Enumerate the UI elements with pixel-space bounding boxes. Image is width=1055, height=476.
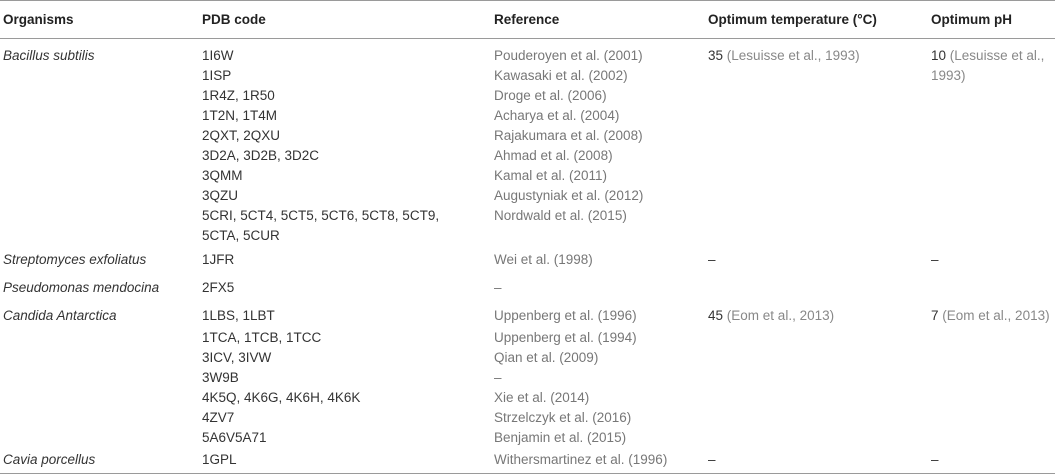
reference: Rajakumara et al. (2008) bbox=[494, 128, 643, 143]
optimum-ph: – bbox=[931, 452, 939, 467]
pdb-code: 1T2N, 1T4M bbox=[202, 108, 278, 123]
pdb-code: 2FX5 bbox=[202, 280, 235, 295]
reference: Acharya et al. (2004) bbox=[494, 108, 620, 123]
pdb-code: 3QMM bbox=[202, 168, 243, 183]
reference: Uppenberg et al. (1996) bbox=[494, 308, 637, 323]
optimum-temperature: – bbox=[708, 252, 716, 267]
reference: Kamal et al. (2011) bbox=[494, 168, 608, 183]
bottom-rule bbox=[0, 473, 1055, 474]
pdb-code: 4K5Q, 4K6G, 4K6H, 4K6K bbox=[202, 390, 361, 405]
pdb-code: 3ICV, 3IVW bbox=[202, 350, 272, 365]
pdb-code: 1R4Z, 1R50 bbox=[202, 88, 275, 103]
pdb-code: 1LBS, 1LBT bbox=[202, 308, 275, 323]
temperature-citation: (Eom et al., 2013) bbox=[726, 308, 835, 323]
header-reference: Reference bbox=[494, 12, 560, 27]
reference: Xie et al. (2014) bbox=[494, 390, 590, 405]
reference: Wei et al. (1998) bbox=[494, 252, 593, 267]
optimum-ph: – bbox=[931, 252, 939, 267]
header-rule bbox=[0, 38, 1055, 39]
reference: Droge et al. (2006) bbox=[494, 88, 607, 103]
organism-name: Pseudomonas mendocina bbox=[3, 280, 160, 295]
temperature-citation: (Lesuisse et al., 1993) bbox=[726, 48, 860, 63]
pdb-code: 5CTA, 5CUR bbox=[202, 228, 280, 243]
optimum-temperature bbox=[708, 46, 860, 66]
ph-value: 10 bbox=[931, 48, 947, 63]
reference: Strzelczyk et al. (2016) bbox=[494, 410, 632, 425]
reference: Qian et al. (2009) bbox=[494, 350, 599, 365]
ph-citation: (Lesuisse et al., bbox=[949, 48, 1045, 63]
reference: Ahmad et al. (2008) bbox=[494, 148, 613, 163]
table-header bbox=[0, 0, 1055, 38]
header-pdb-code: PDB code bbox=[202, 12, 266, 27]
reference: Withersmartinez et al. (1996) bbox=[494, 452, 668, 467]
pdb-code: 1JFR bbox=[202, 252, 235, 267]
reference: Pouderoyen et al. (2001) bbox=[494, 48, 643, 63]
pdb-code: 5CRI, 5CT4, 5CT5, 5CT6, 5CT8, 5CT9, bbox=[202, 208, 440, 223]
pdb-code: 2QXT, 2QXU bbox=[202, 128, 281, 143]
optimum-temperature: – bbox=[708, 452, 716, 467]
ph-citation: (Eom et al., 2013) bbox=[942, 308, 1050, 323]
pdb-code: 5A6V5A71 bbox=[202, 430, 267, 445]
pdb-code: 1GPL bbox=[202, 452, 237, 467]
pdb-code: 1ISP bbox=[202, 68, 232, 83]
organism-name: Candida Antarctica bbox=[3, 308, 117, 323]
optimum-temperature bbox=[708, 306, 834, 326]
reference: – bbox=[494, 370, 502, 385]
organism-name: Cavia porcellus bbox=[3, 452, 96, 467]
reference: Uppenberg et al. (1994) bbox=[494, 330, 637, 345]
ph-citation-continued: 1993) bbox=[931, 68, 966, 83]
header-optimum-temperature: Optimum temperature (°C) bbox=[708, 12, 877, 27]
optimum-ph bbox=[931, 306, 1050, 326]
organism-name: Bacillus subtilis bbox=[3, 48, 95, 63]
header-organisms: Organisms bbox=[3, 12, 74, 27]
pdb-code: 3W9B bbox=[202, 370, 239, 385]
temperature-value: 35 bbox=[708, 48, 724, 63]
pdb-code: 3QZU bbox=[202, 188, 239, 203]
organism-name: Streptomyces exfoliatus bbox=[3, 252, 147, 267]
pdb-code: 1I6W bbox=[202, 48, 234, 63]
header-optimum-ph: Optimum pH bbox=[931, 12, 1012, 27]
pdb-code: 1TCA, 1TCB, 1TCC bbox=[202, 330, 322, 345]
ph-value: 7 bbox=[931, 308, 939, 323]
temperature-value: 45 bbox=[708, 308, 724, 323]
pdb-code: 4ZV7 bbox=[202, 410, 235, 425]
optimum-ph bbox=[931, 46, 1044, 66]
pdb-code: 3D2A, 3D2B, 3D2C bbox=[202, 148, 320, 163]
reference: Augustyniak et al. (2012) bbox=[494, 188, 644, 203]
reference: Kawasaki et al. (2002) bbox=[494, 68, 628, 83]
reference: – bbox=[494, 280, 502, 295]
reference: Benjamin et al. (2015) bbox=[494, 430, 627, 445]
reference: Nordwald et al. (2015) bbox=[494, 208, 627, 223]
